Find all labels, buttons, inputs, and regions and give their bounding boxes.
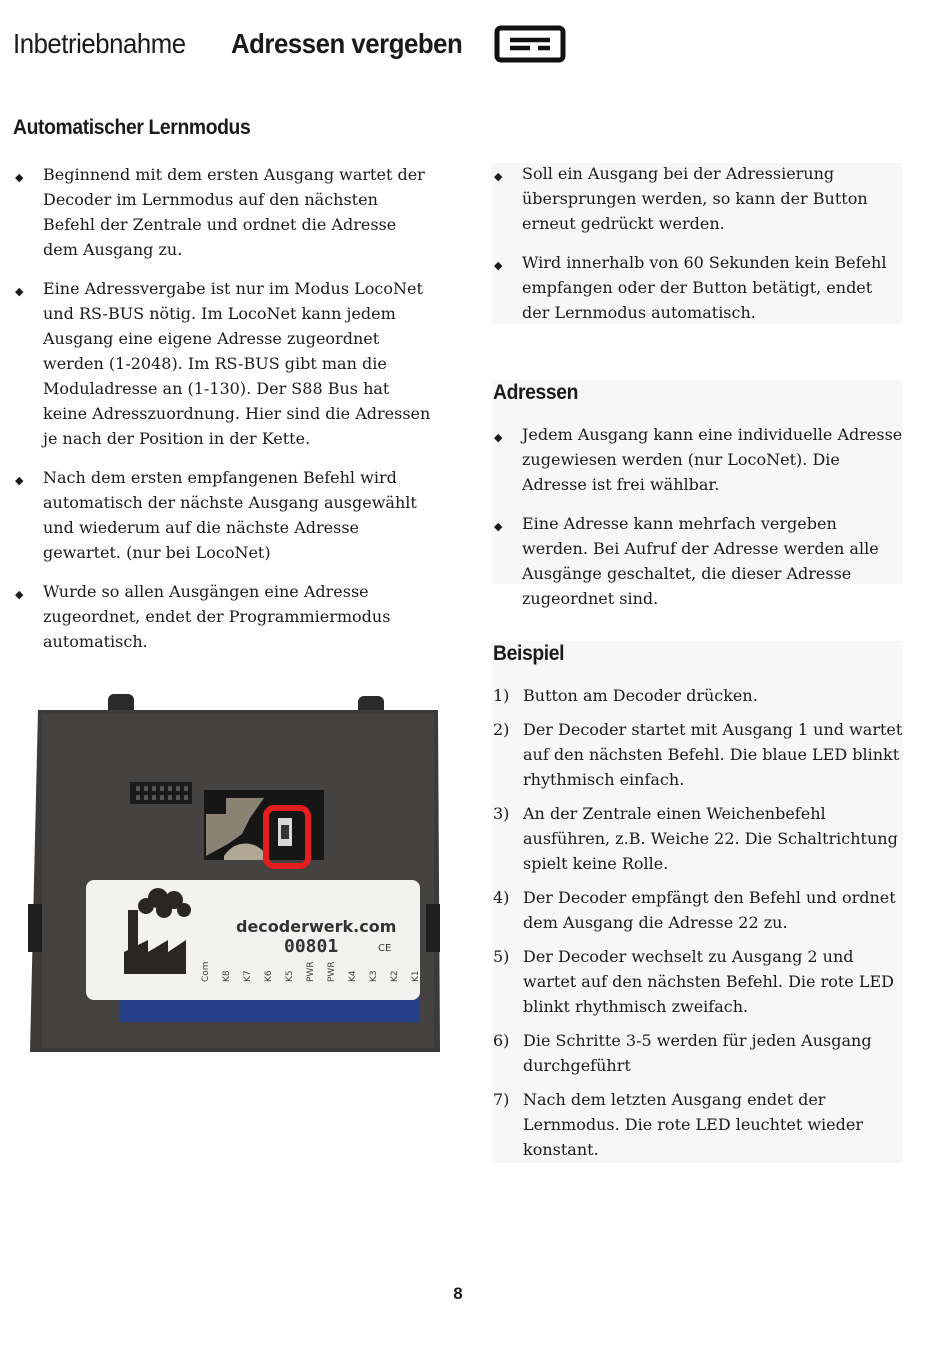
diamond-bullet-icon: ◆: [494, 520, 503, 533]
terminal-label: K6: [264, 970, 274, 982]
left-column: [13, 116, 433, 668]
terminal-label: Com: [201, 961, 211, 982]
terminal-label: PWR: [327, 961, 337, 982]
lernmodus-list-continued: [492, 161, 903, 339]
terminal-label: K4: [348, 970, 358, 982]
diamond-bullet-icon: ◆: [15, 171, 24, 184]
beispiel-steps: [493, 683, 904, 1171]
step-item: 6) Die Schritte 3-5 werden für jeden Ausgang durchgeführt: [493, 1031, 872, 1075]
beispiel-heading: Beispiel: [493, 642, 565, 665]
step-item: 7) Nach dem letzten Ausgang endet der Lernmodus. Die rote LED leuchtet wieder konstant.: [493, 1090, 863, 1159]
list-item: ◆ Eine Adresse kann mehrfach vergeben werden. Bei Aufruf der Adresse werden alle Ausgänge geschaltet, die dieser Adresse zugeordnet sind.: [494, 514, 879, 608]
label-brand: decoderwerk.com: [236, 917, 397, 936]
terminal-label: K8: [222, 970, 232, 982]
decoder-module-icon: [494, 25, 566, 63]
step-item: 1) Button am Decoder drücken.: [493, 686, 758, 705]
list-item: ◆ Wird innerhalb von 60 Sekunden kein Befehl empfangen oder der Button betätigt, endet der Lernmodus automatisch.: [494, 253, 887, 322]
page-number: 8: [453, 1284, 463, 1303]
adressen-heading: Adressen: [493, 381, 579, 404]
terminal-label: K1: [411, 970, 421, 982]
terminal-label: K5: [285, 970, 295, 982]
page-title: Adressen vergeben: [231, 28, 463, 59]
decoder-photo: [28, 694, 442, 1056]
diamond-bullet-icon: ◆: [494, 431, 503, 444]
terminal-label: K3: [369, 970, 379, 982]
diamond-bullet-icon: ◆: [15, 285, 24, 298]
list-item: ◆ Beginnend mit dem ersten Ausgang wartet der Decoder im Lernmodus auf den nächsten Befehl der Zentrale und ordnet die Adresse dem Ausgang zu.: [15, 165, 425, 259]
step-item: 5) Der Decoder wechselt zu Ausgang 2 und wartet auf den nächsten Befehl. Die rote LED blinkt rhythmisch zweifach.: [493, 947, 894, 1016]
label-ce: CE: [378, 943, 392, 954]
adressen-list: [492, 422, 903, 625]
step-item: 4) Der Decoder empfängt den Befehl und ordnet dem Ausgang die Adresse 22 zu.: [493, 888, 896, 932]
step-item: 3) An der Zentrale einen Weichenbefehl ausführen, z.B. Weiche 22. Die Schaltrichtung spielt keine Rolle.: [493, 804, 898, 873]
list-item: ◆ Eine Adressvergabe ist nur im Modus LocoNet und RS-BUS nötig. Im LocoNet kann jedem Ausgang eine eigene Adresse zugeordnet werden (1-2048). Im RS-BUS gibt man die Moduladresse an (1-130). Der S88 Bus hat keine Adresszuordnung. Hier sind die Adressen je nach der Position in der Kette.: [15, 279, 431, 448]
lernmodus-heading: Automatischer Lernmodus: [13, 116, 251, 139]
terminal-label: PWR: [306, 961, 316, 982]
label-serial: 00801: [284, 936, 339, 957]
header: [13, 22, 201, 66]
diamond-bullet-icon: ◆: [494, 259, 503, 272]
diamond-bullet-icon: ◆: [15, 474, 24, 487]
terminal-label: K7: [243, 970, 253, 982]
list-item: ◆ Wurde so allen Ausgängen eine Adresse zugeordnet, endet der Programmiermodus automatisch.: [15, 582, 391, 651]
lernmodus-list: [13, 162, 433, 654]
diamond-bullet-icon: ◆: [494, 170, 503, 183]
step-item: 2) Der Decoder startet mit Ausgang 1 und wartet auf den nächsten Befehl. Die blaue LED blinkt rhythmisch einfach.: [493, 720, 903, 789]
list-item: ◆ Soll ein Ausgang bei der Adressierung übersprungen werden, so kann der Button erneut gedrückt werden.: [494, 164, 868, 233]
diamond-bullet-icon: ◆: [15, 588, 24, 601]
list-item: ◆ Nach dem ersten empfangenen Befehl wird automatisch der nächste Ausgang ausgewählt und wiederum auf die nächste Adresse gewartet. (nur bei LocoNet): [15, 468, 417, 562]
list-item: ◆ Jedem Ausgang kann eine individuelle Adresse zugewiesen werden (nur LocoNet). Die Adresse ist frei wählbar.: [494, 425, 903, 494]
section-name: Inbetriebnahme: [13, 28, 186, 59]
terminal-label: K2: [390, 970, 400, 982]
